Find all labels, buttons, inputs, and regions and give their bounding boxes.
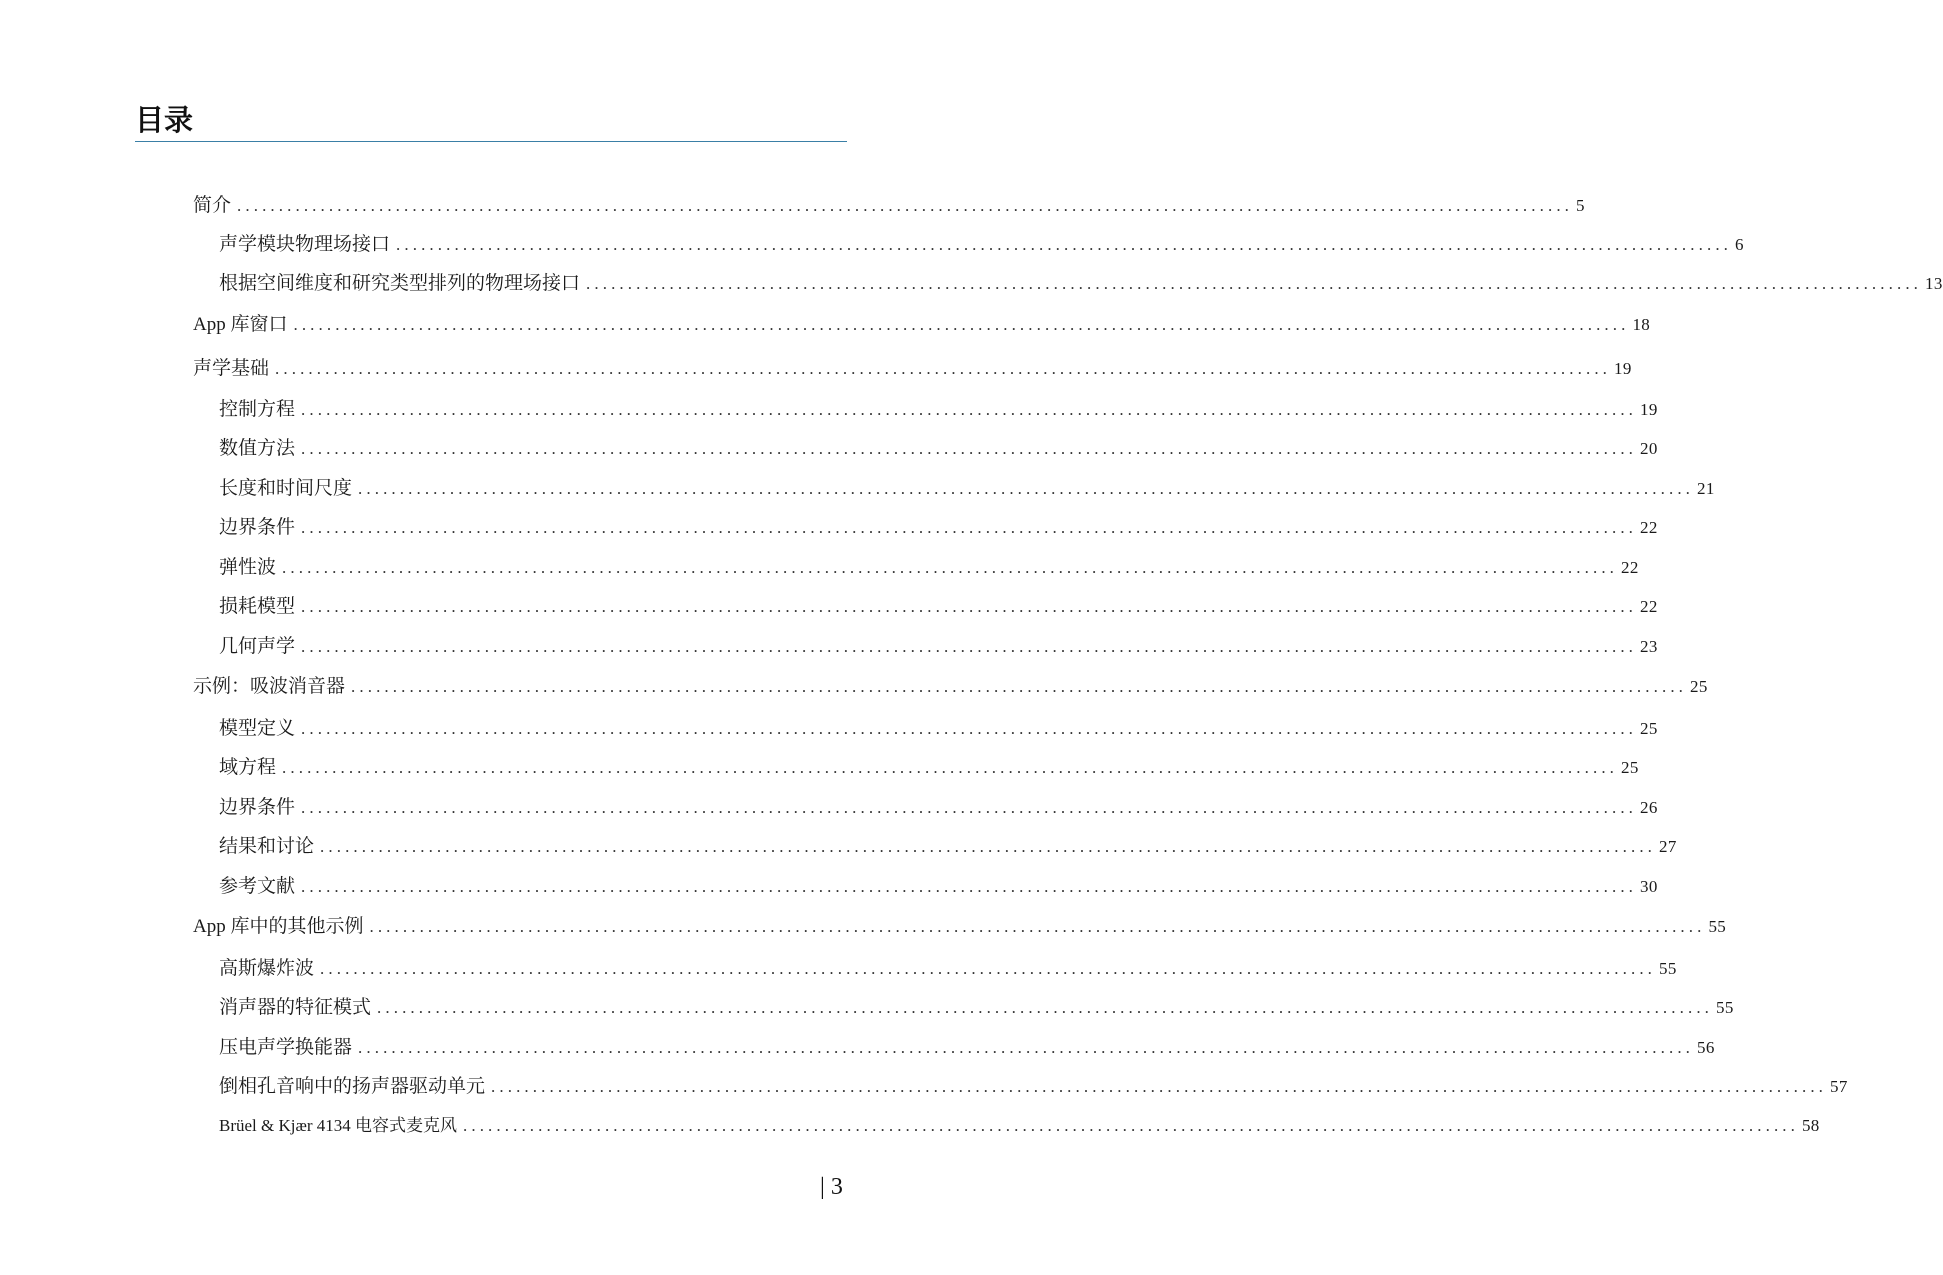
toc-entry[interactable] [219, 752, 1639, 782]
dot-leader: ................................................................................................................................................................ [396, 235, 1733, 254]
dot-leader: ................................................................................................................................................................ [301, 877, 1638, 896]
toc-entry[interactable] [219, 631, 1658, 661]
toc-entry-label: 声学模块物理场接口 [219, 234, 391, 255]
toc-entry-label: 弹性波 [219, 557, 277, 578]
heading-divider [135, 141, 847, 142]
toc-entry-page-number: 5 [1576, 196, 1585, 215]
dot-leader: ................................................................................................................................................................ [282, 558, 1619, 577]
toc-entry-page-number: 6 [1735, 235, 1744, 254]
page-number: 3 [830, 1174, 843, 1200]
dot-leader: ................................................................................................................................................................ [351, 677, 1688, 696]
toc-entry[interactable] [219, 792, 1658, 822]
dot-leader: ................................................................................................................................................................ [301, 518, 1638, 537]
toc-entry-page-number: 30 [1640, 877, 1658, 896]
toc-entry[interactable] [219, 1032, 1715, 1062]
toc-entry-page-number: 25 [1640, 719, 1658, 738]
toc-entry-label: 消声器的特征模式 [219, 997, 372, 1018]
toc-entry-page-number: 19 [1614, 359, 1632, 378]
dot-leader: ................................................................................................................................................................ [301, 400, 1638, 419]
toc-entry-label: 结果和讨论 [219, 836, 315, 857]
dot-leader: ................................................................................................................................................................ [358, 479, 1695, 498]
toc-entry-label: App 库中的其他示例 [193, 916, 364, 937]
toc-entry-page-number: 55 [1708, 917, 1727, 936]
dot-leader: ................................................................................................................................................................ [301, 798, 1638, 817]
dot-leader: ................................................................................................................................................................ [301, 637, 1638, 656]
dot-leader: ................................................................................................................................................................ [377, 998, 1714, 1017]
toc-entry-page-number: 23 [1640, 637, 1658, 656]
toc-entry[interactable] [219, 992, 1734, 1022]
toc-entry-page-number: 19 [1640, 400, 1658, 419]
toc-entry[interactable] [219, 552, 1639, 582]
dot-leader: ................................................................................................................................................................ [301, 719, 1638, 738]
toc-entry-label: 根据空间维度和研究类型排列的物理场接口 [219, 273, 581, 294]
dot-leader: ................................................................................................................................................................ [301, 439, 1638, 458]
toc-entry[interactable] [219, 1111, 1820, 1141]
toc-entry-label: 声学基础 [193, 358, 270, 379]
toc-entry[interactable] [193, 911, 1727, 941]
toc-entry-page-number: 22 [1640, 597, 1658, 616]
toc-entry-page-number: 13 [1925, 274, 1943, 293]
dot-leader: ................................................................................................................................................................ [358, 1038, 1695, 1057]
toc-entry-page-number: 20 [1640, 439, 1658, 458]
toc-entry-label: 数值方法 [219, 438, 296, 459]
toc-entry[interactable] [193, 671, 1708, 701]
toc-entry-page-number: 56 [1697, 1038, 1715, 1057]
toc-entry-label: 简介 [193, 195, 232, 216]
toc-entry[interactable] [219, 394, 1658, 424]
toc-entry-page-number: 22 [1621, 558, 1639, 577]
toc-entry[interactable] [193, 309, 1651, 339]
toc-entry[interactable] [219, 229, 1744, 259]
toc-entry-label: 边界条件 [219, 797, 296, 818]
toc-entry-page-number: 58 [1802, 1116, 1820, 1135]
toc-entry-label: 压电声学换能器 [219, 1037, 353, 1058]
page-footer [820, 1174, 843, 1201]
toc-entry[interactable] [219, 953, 1677, 983]
dot-leader: ................................................................................................................................................................ [369, 917, 1706, 936]
toc-entry-page-number: 27 [1659, 837, 1677, 856]
toc-entry[interactable] [219, 831, 1677, 861]
toc-entry[interactable] [219, 268, 1943, 298]
toc-entry[interactable] [219, 713, 1658, 743]
toc-entry[interactable] [219, 591, 1658, 621]
dot-leader: ................................................................................................................................................................ [282, 758, 1619, 777]
toc-entry-label: App 库窗口 [193, 314, 288, 335]
toc-entry-page-number: 55 [1659, 959, 1677, 978]
dot-leader: ................................................................................................................................................................ [320, 959, 1657, 978]
toc-entry[interactable] [193, 353, 1632, 383]
toc-entry-label: 域方程 [219, 757, 277, 778]
toc-entry-label: Brüel & Kjær 4134 电容式麦克风 [219, 1116, 457, 1135]
dot-leader: ................................................................................................................................................................ [301, 597, 1638, 616]
page-number-separator: | [820, 1174, 825, 1200]
dot-leader: ................................................................................................................................................................ [275, 359, 1612, 378]
toc-entry-label: 参考文献 [219, 876, 296, 897]
toc-entry-label: 边界条件 [219, 517, 296, 538]
toc-entry-label: 损耗模型 [219, 596, 296, 617]
toc-entry-page-number: 55 [1716, 998, 1734, 1017]
toc-entry-page-number: 25 [1621, 758, 1639, 777]
toc-entry[interactable] [219, 473, 1715, 503]
toc-entry-page-number: 21 [1697, 479, 1715, 498]
toc-entry-page-number: 18 [1632, 315, 1651, 334]
toc-entry-label: 示例：吸波消音器 [193, 676, 346, 697]
toc-entry-label: 长度和时间尺度 [219, 478, 353, 499]
toc-entry-page-number: 25 [1690, 677, 1708, 696]
toc-entry-label: 高斯爆炸波 [219, 958, 315, 979]
toc-entry-label: 几何声学 [219, 636, 296, 657]
toc-entry[interactable] [193, 190, 1585, 220]
toc-entry-label: 控制方程 [219, 399, 296, 420]
dot-leader: ................................................................................................................................................................ [491, 1077, 1828, 1096]
dot-leader: ................................................................................................................................................................ [463, 1116, 1799, 1135]
toc-entry-label: 倒相孔音响中的扬声器驱动单元 [219, 1076, 486, 1097]
toc-entry[interactable] [219, 1071, 1848, 1101]
toc-entry[interactable] [219, 512, 1658, 542]
dot-leader: ................................................................................................................................................................ [586, 274, 1923, 293]
dot-leader: ................................................................................................................................................................ [320, 837, 1657, 856]
dot-leader: ................................................................................................................................................................ [237, 196, 1574, 215]
toc-entry-page-number: 22 [1640, 518, 1658, 537]
dot-leader: ................................................................................................................................................................ [293, 315, 1630, 334]
toc-heading: 目录 [135, 103, 194, 137]
toc-entry-page-number: 57 [1830, 1077, 1848, 1096]
toc-entry-label: 模型定义 [219, 718, 296, 739]
toc-entry[interactable] [219, 871, 1658, 901]
toc-entry[interactable] [219, 433, 1658, 463]
toc-entry-page-number: 26 [1640, 798, 1658, 817]
